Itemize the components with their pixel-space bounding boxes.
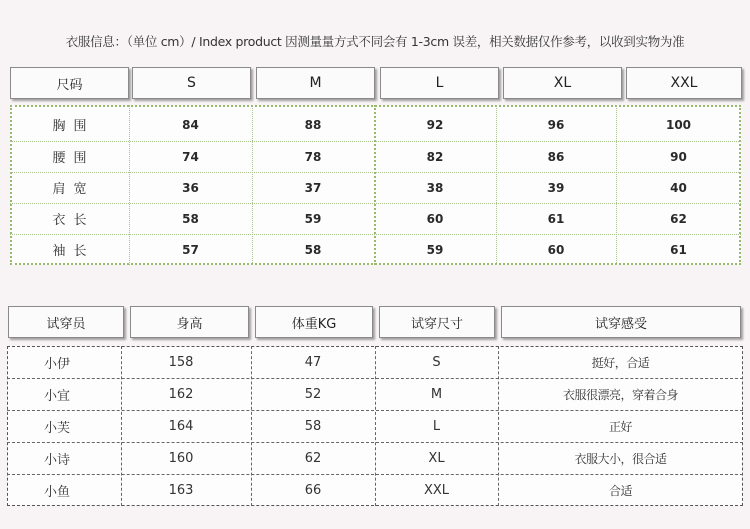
try-header-name: 试穿员 [8, 306, 124, 338]
measure-value: 82 [426, 149, 444, 164]
measure-value: 37 [304, 180, 322, 195]
measure-value: 61 [547, 211, 565, 226]
table-row [10, 141, 741, 172]
measure-value: 61 [670, 242, 687, 257]
measure-value: 86 [547, 149, 565, 164]
tester-weight: 52 [304, 386, 322, 402]
measure-value: 92 [426, 117, 444, 132]
measure-label: 腰围 [52, 151, 95, 166]
measure-value: 58 [304, 242, 322, 257]
tester-height: 164 [168, 418, 194, 434]
tester-weight: 62 [304, 450, 322, 466]
measure-value: 74 [182, 149, 199, 164]
tester-feel: 合适 [608, 483, 632, 498]
table-row [10, 234, 741, 265]
tester-size: L [432, 418, 441, 434]
tester-height: 162 [168, 386, 194, 402]
tester-weight: 58 [304, 418, 322, 434]
measure-label: 衣长 [52, 213, 95, 228]
measure-value: 96 [547, 117, 565, 132]
try-header-height: 身高 [130, 306, 249, 338]
tester-name: 小诗 [43, 452, 70, 468]
measure-label: 袖长 [52, 244, 95, 259]
try-on-header [0, 306, 750, 338]
tester-weight: 66 [304, 482, 322, 498]
size-header-l: L [380, 67, 499, 99]
table-row [7, 410, 743, 442]
try-on-table [7, 346, 743, 506]
measure-value: 88 [304, 117, 322, 132]
tester-feel: 衣服很漂亮，穿着合身 [562, 387, 678, 402]
tester-feel: 正好 [608, 419, 632, 434]
size-chart-header [0, 67, 750, 99]
size-header-m: M [256, 67, 375, 99]
tester-feel: 挺好，合适 [591, 355, 650, 370]
measure-value: 40 [670, 180, 687, 195]
tester-size: XL [428, 450, 445, 466]
tester-name: 小鱼 [43, 484, 70, 500]
measure-value: 60 [426, 211, 444, 226]
try-header-size: 试穿尺寸 [379, 306, 495, 338]
measure-value: 60 [547, 242, 565, 257]
measure-value: 78 [304, 149, 322, 164]
tester-height: 160 [168, 450, 194, 466]
measure-value: 36 [182, 180, 199, 195]
size-header-xl: XL [503, 67, 622, 99]
measure-value: 59 [426, 242, 444, 257]
try-header-feel: 试穿感受 [501, 306, 741, 338]
tester-feel: 衣服大小，很合适 [574, 451, 667, 466]
tester-name: 小伊 [43, 356, 70, 372]
tester-weight: 47 [304, 354, 322, 370]
tester-size: S [432, 354, 441, 370]
measure-value: 100 [665, 117, 692, 132]
measure-label: 肩宽 [52, 182, 95, 197]
size-header-xxl: XXL [626, 67, 742, 99]
table-row [7, 474, 743, 506]
tester-height: 158 [168, 354, 194, 370]
measure-value: 57 [182, 242, 199, 257]
table-row [7, 378, 743, 410]
tester-size: M [430, 386, 443, 402]
measure-value: 62 [670, 211, 687, 226]
tester-name: 小芙 [43, 420, 70, 436]
table-row [10, 109, 741, 140]
size-header-label: 尺码 [10, 67, 129, 99]
measure-label: 胸围 [52, 119, 95, 134]
measure-value: 58 [182, 211, 199, 226]
table-row [10, 172, 741, 203]
page-title: 衣服信息：（单位 cm）/ Index product 因测量量方式不同会有 1-3cm 误差，相关数据仅作参考，以收到实物为准 [65, 34, 685, 49]
measure-value: 38 [426, 180, 444, 195]
size-header-s: S [132, 67, 251, 99]
tester-height: 163 [168, 482, 194, 498]
tester-size: XXL [423, 482, 450, 498]
measure-value: 39 [547, 180, 565, 195]
table-row [7, 346, 743, 378]
measure-value: 84 [182, 117, 199, 132]
table-row [7, 442, 743, 474]
table-row [10, 203, 741, 234]
measure-value: 90 [670, 149, 687, 164]
size-chart-table [10, 105, 741, 265]
try-header-weight: 体重KG [255, 306, 373, 338]
tester-name: 小宜 [43, 388, 70, 404]
measure-value: 59 [304, 211, 322, 226]
